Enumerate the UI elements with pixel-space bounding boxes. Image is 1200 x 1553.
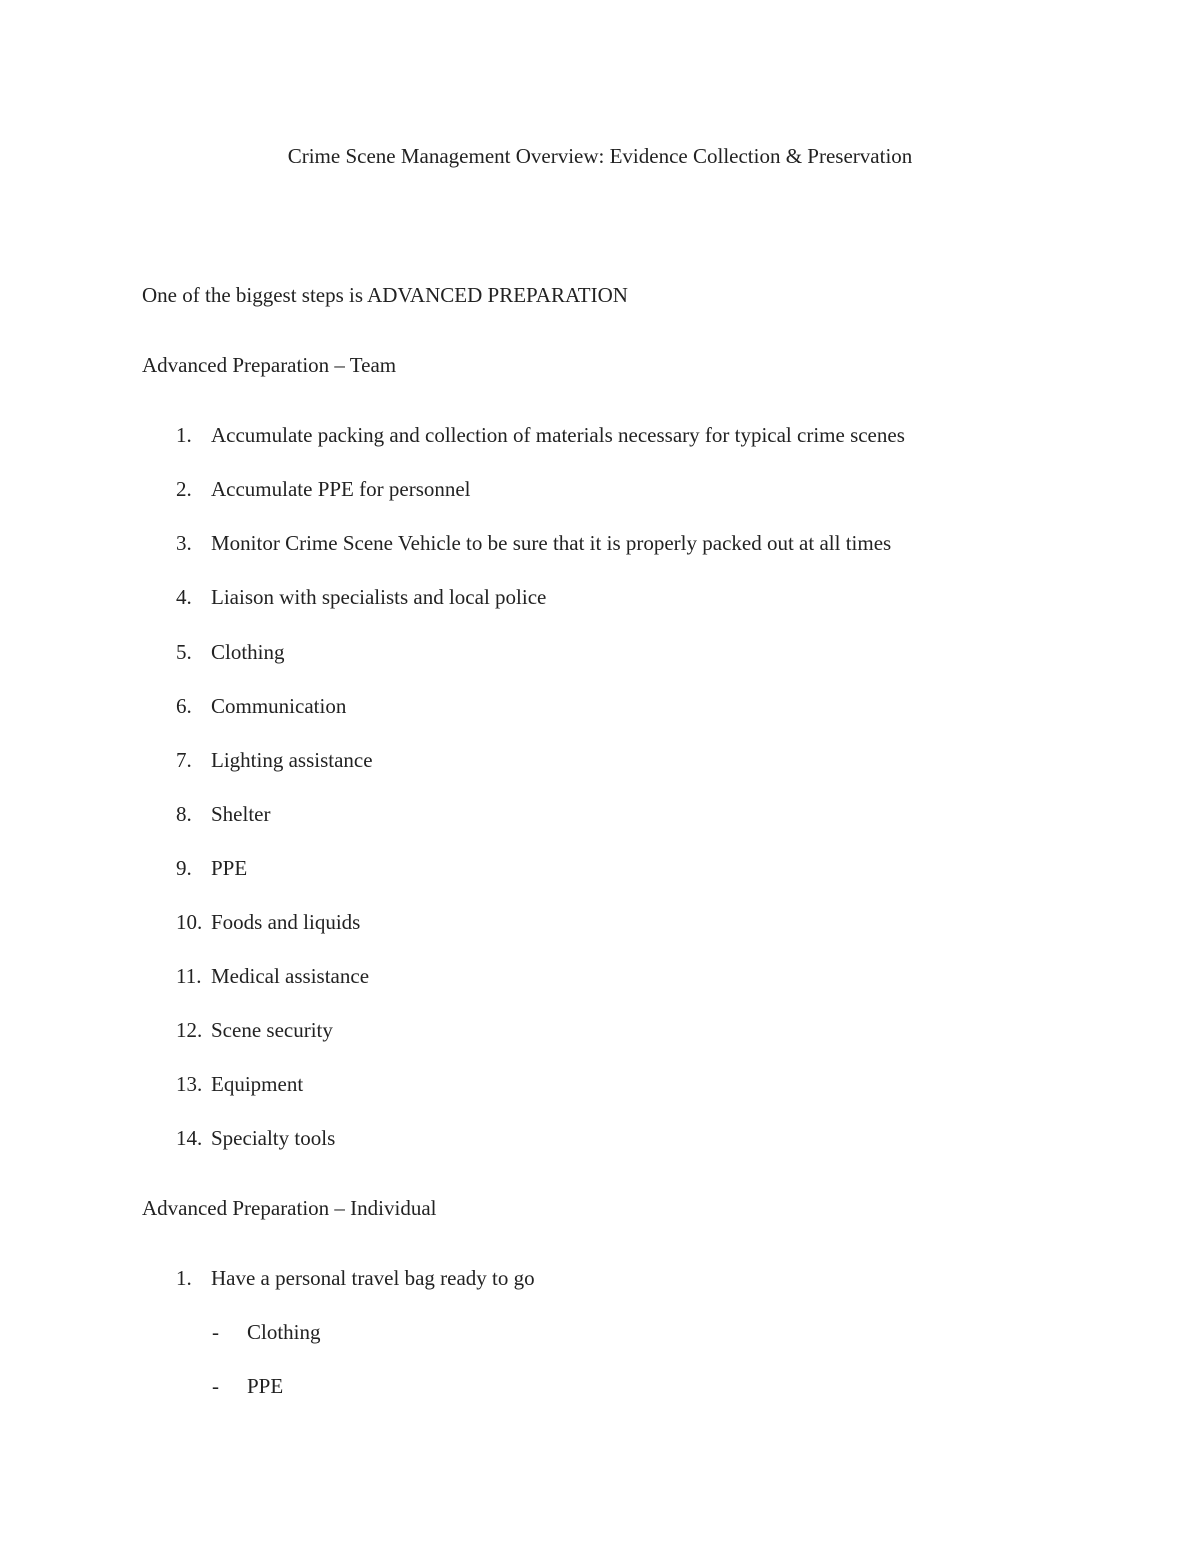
list-number: 11. bbox=[176, 964, 202, 988]
list-text: Monitor Crime Scene Vehicle to be sure that it is properly packed out at all times bbox=[211, 531, 892, 555]
dash-bullet: - bbox=[212, 1374, 219, 1398]
list-text: Accumulate packing and collection of materials necessary for typical crime scenes bbox=[211, 423, 905, 447]
list-number: 4. bbox=[176, 585, 192, 609]
list-text: Scene security bbox=[211, 1018, 333, 1042]
list-number: 8. bbox=[176, 802, 192, 826]
list-text: Specialty tools bbox=[211, 1126, 336, 1150]
list-number: 12. bbox=[176, 1018, 203, 1042]
list-text: Foods and liquids bbox=[211, 910, 361, 934]
sub-list-text: Clothing bbox=[247, 1320, 321, 1344]
list-number: 14. bbox=[176, 1126, 203, 1150]
list-text: Clothing bbox=[211, 640, 285, 664]
list-text: Medical assistance bbox=[211, 964, 370, 988]
list-number: 1. bbox=[176, 1266, 192, 1290]
list-number: 3. bbox=[176, 531, 192, 555]
list-text: PPE bbox=[211, 856, 248, 880]
list-text: Communication bbox=[211, 694, 347, 718]
team-section-heading: Advanced Preparation – Team bbox=[142, 353, 397, 377]
list-text: Have a personal travel bag ready to go bbox=[211, 1266, 535, 1290]
list-text: Accumulate PPE for personnel bbox=[211, 477, 471, 501]
list-number: 7. bbox=[176, 748, 192, 772]
list-number: 1. bbox=[176, 423, 192, 447]
list-number: 10. bbox=[176, 910, 203, 934]
list-number: 2. bbox=[176, 477, 192, 501]
sub-list-text: PPE bbox=[247, 1374, 284, 1398]
list-number: 5. bbox=[176, 640, 192, 664]
list-text: Equipment bbox=[211, 1072, 304, 1096]
list-number: 6. bbox=[176, 694, 192, 718]
individual-section-heading: Advanced Preparation – Individual bbox=[142, 1196, 437, 1220]
intro-paragraph: One of the biggest steps is ADVANCED PREPARATION bbox=[142, 283, 628, 307]
list-text: Shelter bbox=[211, 802, 271, 826]
list-number: 13. bbox=[176, 1072, 203, 1096]
list-text: Lighting assistance bbox=[211, 748, 373, 772]
document-title: Crime Scene Management Overview: Evidence Collection & Preservation bbox=[287, 144, 913, 168]
dash-bullet: - bbox=[212, 1320, 219, 1344]
list-text: Liaison with specialists and local police bbox=[211, 585, 547, 609]
list-number: 9. bbox=[176, 856, 192, 880]
